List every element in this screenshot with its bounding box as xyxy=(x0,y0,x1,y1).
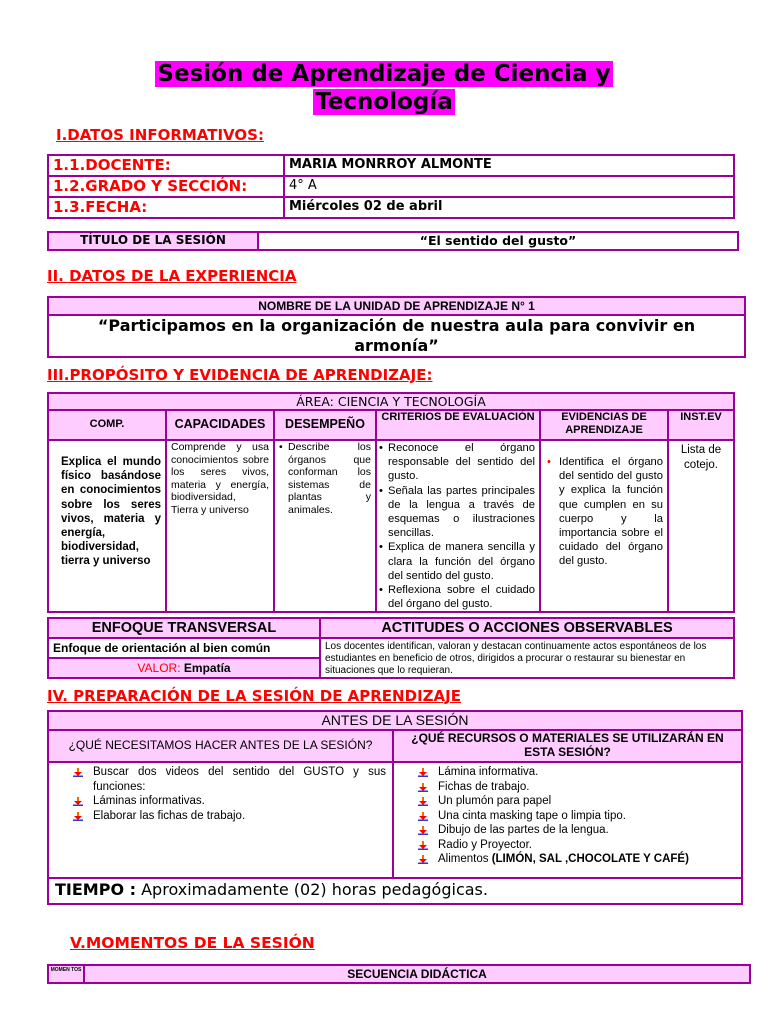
capacidades-cell xyxy=(166,440,274,612)
right-item: Fichas de trabajo. xyxy=(394,780,737,795)
enfoque-header: ENFOQUE TRANSVERSAL xyxy=(48,618,320,638)
arrow-bullet-icon xyxy=(73,768,83,777)
arrow-bullet-icon xyxy=(418,768,428,777)
criterio-item: • Señala las partes principales de la lengua a través de esquemas o ilustraciones sencillas. xyxy=(379,484,535,540)
valor-row xyxy=(49,659,319,677)
section-proposito: III.PROPÓSITO Y EVIDENCIA DE APRENDIZAJE: xyxy=(47,366,433,384)
section-datos-experiencia: II. DATOS DE LA EXPERIENCIA xyxy=(47,267,297,285)
arrow-bullet-icon xyxy=(418,797,428,806)
grado-value: 4° A xyxy=(284,176,734,197)
inst-cell: Lista de cotejo. xyxy=(668,440,734,612)
alimentos-value: (LIMÓN, SAL ,CHOCOLATE Y CAFÉ) xyxy=(491,853,689,865)
momentos-header: MOMEN TOS xyxy=(48,965,84,983)
docente-label: 1.1.DOCENTE: xyxy=(48,155,284,176)
document-title xyxy=(100,60,668,116)
actitudes-header: ACTITUDES O ACCIONES OBSERVABLES xyxy=(320,618,734,638)
right-item: Radio y Proyector. xyxy=(394,838,737,853)
momentos-table xyxy=(47,964,751,984)
titulo-sesion-table xyxy=(47,231,739,251)
criterio-item: • Reconoce el órgano responsable del sentido del gusto. xyxy=(379,442,535,483)
enfoque-cell xyxy=(48,638,320,678)
fecha-label: 1.3.FECHA: xyxy=(48,197,284,218)
evidencias-item: • Identifica el órgano del sentido del gusto y explica la función que cumplen en su cuerpo y la importancia sobre el cuidado del órgano del gusto. xyxy=(547,456,663,568)
valor-label: VALOR: xyxy=(137,661,181,675)
arrow-bullet-icon xyxy=(418,855,428,864)
arrow-bullet-icon xyxy=(73,797,83,806)
evidencias-cell xyxy=(540,440,668,612)
grado-label: 1.2.GRADO Y SECCIÓN: xyxy=(48,176,284,197)
right-items-cell xyxy=(393,762,742,878)
capacidades-header: CAPACIDADES xyxy=(166,410,274,440)
preparacion-table xyxy=(47,710,743,905)
secuencia-header: SECUENCIA DIDÁCTICA xyxy=(84,965,750,983)
arrow-bullet-icon xyxy=(418,783,428,792)
left-item: Láminas informativas. xyxy=(49,794,386,809)
right-item: Un plumón para papel xyxy=(394,794,737,809)
titulo-sesion-value: “El sentido del gusto” xyxy=(258,232,738,250)
criterios-header: CRITERIOS DE EVALUACIÓN xyxy=(376,410,540,440)
right-item xyxy=(394,852,737,867)
capacidades-text-1: Comprende y usa conocimientos sobre los seres vivos, materia y energía, biodiversidad, xyxy=(171,441,269,503)
proposito-table xyxy=(47,392,735,613)
fecha-value: Miércoles 02 de abril xyxy=(284,197,734,218)
left-items-cell xyxy=(48,762,393,878)
enfoque-value: Enfoque de orientación al bien común xyxy=(49,639,319,659)
titulo-sesion-label: TÍTULO DE LA SESIÓN xyxy=(48,232,258,250)
comp-header: COMP. xyxy=(48,410,166,440)
area-header: ÁREA: CIENCIA Y TECNOLOGÍA xyxy=(48,393,734,410)
right-item: Dibujo de las partes de la lengua. xyxy=(394,823,737,838)
tiempo-label: TIEMPO : xyxy=(55,880,137,899)
q1-header: ¿QUÉ NECESITAMOS HACER ANTES DE LA SESIÓN? xyxy=(48,730,393,762)
desempeno-header: DESEMPEÑO xyxy=(274,410,376,440)
datos-table xyxy=(47,154,735,219)
left-item: Buscar dos videos del sentido del GUSTO y sus funciones: xyxy=(49,765,386,794)
tiempo-row xyxy=(48,878,742,904)
alimentos-label: Alimentos xyxy=(438,853,489,865)
evidencias-header: EVIDENCIAS DE APRENDIZAJE xyxy=(540,410,668,440)
arrow-bullet-icon xyxy=(418,812,428,821)
q2-header: ¿QUÉ RECURSOS O MATERIALES SE UTILIZARÁN EN ESTA SESIÓN? xyxy=(393,730,742,762)
desempeno-item: • Describe los órganos que conforman los sistemas de plantas y animales. xyxy=(279,441,371,516)
section-preparacion: IV. PREPARACIÓN DE LA SESIÓN DE APRENDIZAJE xyxy=(47,687,461,705)
section-momentos: V.MOMENTOS DE LA SESIÓN xyxy=(70,934,315,952)
criterios-cell xyxy=(376,440,540,612)
valor-value: Empatía xyxy=(183,661,231,675)
section-datos-informativos: I.DATOS INFORMATIVOS: xyxy=(56,126,264,144)
left-item: Elaborar las fichas de trabajo. xyxy=(49,809,386,824)
antes-header: ANTES DE LA SESIÓN xyxy=(48,711,742,730)
arrow-bullet-icon xyxy=(418,841,428,850)
title-line-1: Sesión de Aprendizaje de Ciencia y xyxy=(157,61,611,87)
right-item: Una cinta masking tape o limpia tipo. xyxy=(394,809,737,824)
tiempo-value: Aproximadamente (02) horas pedagógicas. xyxy=(141,880,488,899)
criterio-item: • Reflexiona sobre el cuidado del órgano del gusto. xyxy=(379,584,535,611)
right-item: Lámina informativa. xyxy=(394,765,737,780)
docente-value: MARIA MONRROY ALMONTE xyxy=(284,155,734,176)
arrow-bullet-icon xyxy=(73,812,83,821)
experiencia-table xyxy=(47,296,746,358)
enfoque-table xyxy=(47,617,735,679)
capacidades-text-2: Tierra y universo xyxy=(171,503,249,516)
unidad-label: NOMBRE DE LA UNIDAD DE APRENDIZAJE N° 1 xyxy=(48,297,745,315)
unidad-value: “Participamos en la organización de nuestra aula para convivir en armonía” xyxy=(48,315,745,357)
criterio-item: • Explica de manera sencilla y clara la función del órgano del sentido del gusto. xyxy=(379,541,535,582)
actitudes-value: Los docentes identifican, valoran y destacan continuamente actos espontáneos de los estudiantes en beneficio de otros, dirigidos a procurar o restaurar su bienestar en situaciones que lo requieran. xyxy=(320,638,734,678)
inst-header: INST.EV xyxy=(668,410,734,440)
desempeno-cell xyxy=(274,440,376,612)
comp-cell: Explica el mundo físico basándose en conocimientos sobre los seres vivos, materia y energía, biodiversidad, tierra y universo xyxy=(48,440,166,612)
title-line-2: Tecnología xyxy=(315,89,453,115)
arrow-bullet-icon xyxy=(418,826,428,835)
